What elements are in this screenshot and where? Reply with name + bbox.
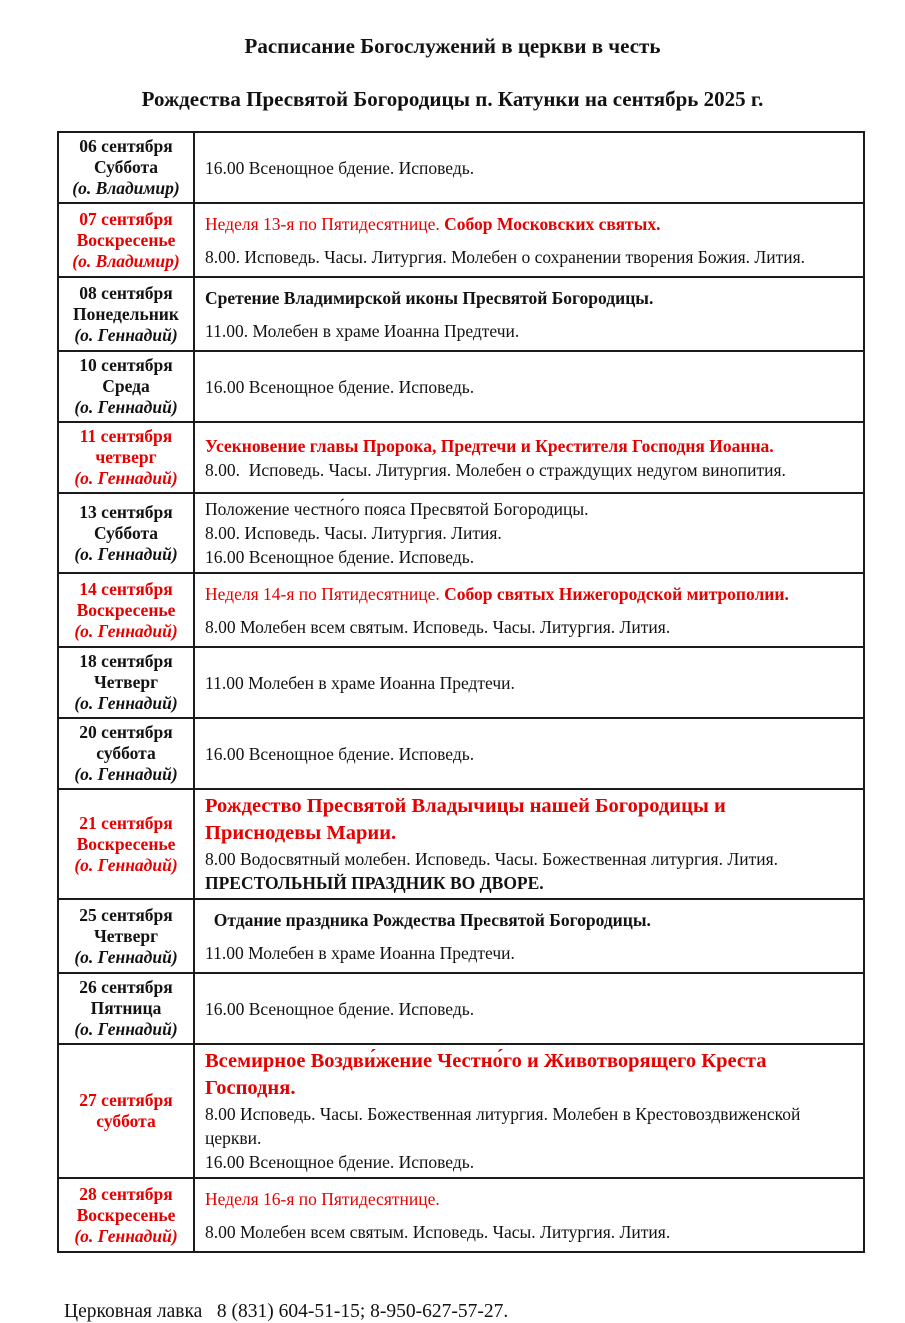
text-segment: 8.00. Исповедь. Часы. Литургия. Молебен о страждущих недугом винопития. [205, 459, 786, 480]
date-line: Четверг [93, 925, 159, 946]
table-row [58, 1044, 864, 1178]
text-segment: 16.00 Всенощное бдение. Исповедь. [205, 743, 475, 764]
date-line: 08 сентября [79, 282, 173, 303]
text-segment: Усекновение главы Пророка, Предтечи и Крестителя Господня Иоанна. [205, 435, 774, 456]
date-line: 10 сентября [79, 355, 173, 375]
content-cellbox [195, 650, 863, 716]
content-line [205, 820, 853, 847]
date-line: Воскресенье [76, 1204, 176, 1225]
content-cellbox [195, 900, 863, 972]
date-line: суббота [96, 743, 156, 763]
date-cell [58, 573, 194, 647]
content-cell [194, 973, 864, 1044]
date-cell [58, 493, 194, 573]
content-cellbox [195, 354, 863, 420]
content-cell [194, 899, 864, 973]
content-cell [194, 132, 864, 203]
table-row [58, 493, 864, 573]
date-line: 07 сентября [79, 208, 173, 229]
priest-name: (о. Владимир) [72, 250, 180, 271]
content-cellbox [195, 1045, 863, 1177]
content-line [205, 245, 853, 269]
priest-name: (о. Геннадий) [74, 693, 178, 713]
text-segment: 8.00 Исповедь. Часы. Божественная литургия. Молебен в Крестовоздвиженской [205, 1104, 801, 1124]
content-cellbox [195, 574, 863, 646]
content-line [205, 742, 853, 766]
content-cell [194, 789, 864, 899]
text-segment: Собор Московских святых. [444, 213, 661, 234]
content-cellbox [195, 278, 863, 350]
text-segment: Положение честно́го пояса Пресвятой Богородицы. [205, 499, 589, 519]
content-line [205, 871, 853, 895]
table-row [58, 718, 864, 789]
text-segment: Неделя 13-я по Пятидесятнице. [205, 213, 445, 234]
text-segment: Господня. [205, 1077, 296, 1099]
date-line: 20 сентября [79, 722, 173, 742]
date-cell [58, 277, 194, 351]
content-line [205, 1150, 853, 1174]
content-line [205, 156, 853, 180]
date-line: 11 сентября [79, 426, 173, 446]
date-cell [58, 899, 194, 973]
table-row [58, 1178, 864, 1252]
content-cellbox [195, 1179, 863, 1251]
date-cell [58, 422, 194, 493]
date-line: 13 сентября [79, 501, 173, 522]
priest-name: (о. Геннадий) [74, 324, 178, 345]
content-cell [194, 718, 864, 789]
date-line: 25 сентября [79, 904, 173, 925]
date-cell [58, 1178, 194, 1252]
date-cell [58, 351, 194, 422]
date-line: 27 сентября [79, 1090, 173, 1110]
table-row [58, 789, 864, 899]
date-cell [58, 718, 194, 789]
text-segment: Собор святых Нижегородской митрополии. [444, 583, 789, 604]
content-cellbox [195, 494, 863, 572]
footer-contact: Церковная лавка 8 (831) 604-51-15; 8-950-627-57-27. [64, 1301, 509, 1322]
content-line [205, 997, 853, 1021]
priest-name: (о. Владимир) [72, 178, 180, 198]
date-line: Воскресенье [76, 229, 176, 250]
content-line [205, 671, 853, 695]
text-segment: Неделя 16-я по Пятидесятнице. [205, 1188, 440, 1209]
text-segment: 16.00 Всенощное бдение. Исповедь. [205, 376, 475, 397]
date-line: Четверг [93, 672, 159, 692]
content-cellbox [195, 721, 863, 787]
text-segment: 16.00 Всенощное бдение. Исповедь. [205, 998, 475, 1019]
content-cell [194, 647, 864, 718]
content-cell [194, 203, 864, 277]
priest-name: (о. Геннадий) [74, 764, 178, 784]
date-line: 21 сентября [79, 812, 173, 833]
text-segment: Отдание праздника Рождества Пресвятой Богородицы. [205, 909, 651, 930]
content-line [205, 497, 853, 521]
content-line [205, 847, 853, 871]
priest-name: (о. Геннадий) [74, 946, 178, 967]
content-line [205, 521, 853, 545]
content-cell [194, 1178, 864, 1252]
table-row [58, 277, 864, 351]
content-line [205, 1187, 853, 1211]
text-segment: 16.00 Всенощное бдение. Исповедь. [205, 547, 475, 567]
text-segment: 11.00 Молебен в храме Иоанна Предтечи. [205, 672, 515, 693]
date-line: 28 сентября [79, 1183, 173, 1204]
text-segment: Рождество Пресвятой Владычицы нашей Богородицы и [205, 795, 726, 817]
content-line [205, 1075, 853, 1102]
content-cellbox [195, 790, 863, 898]
content-cellbox [195, 204, 863, 276]
content-line [205, 434, 853, 458]
priest-name: (о. Геннадий) [74, 1019, 178, 1039]
content-line [205, 1102, 853, 1126]
date-cell [58, 647, 194, 718]
date-cell [58, 789, 194, 899]
text-segment: 11.00 Молебен в храме Иоанна Предтечи. [205, 942, 515, 963]
date-line: четверг [95, 447, 157, 467]
content-cellbox [195, 976, 863, 1042]
content-line [205, 908, 853, 932]
text-segment: Приснодевы Марии. [205, 822, 397, 844]
priest-name: (о. Геннадий) [74, 854, 178, 875]
content-line [205, 941, 853, 965]
content-line [205, 1126, 853, 1150]
date-line: суббота [96, 1111, 156, 1131]
content-line [205, 545, 853, 569]
date-line: Среда [102, 376, 150, 396]
priest-name: (о. Геннадий) [74, 468, 178, 488]
text-segment: ПРЕСТОЛЬНЫЙ ПРАЗДНИК ВО ДВОРЕ. [205, 873, 544, 893]
text-segment: Всемирное Воздви́жение Честно́го и Животворящего Креста [205, 1050, 767, 1072]
content-line [205, 286, 853, 310]
date-line: Воскресенье [76, 833, 176, 854]
text-segment: 8.00. Исповедь. Часы. Литургия. Молебен о сохранении творения Божия. Лития. [205, 246, 806, 267]
table-row [58, 132, 864, 203]
date-line: 18 сентября [79, 651, 173, 671]
table-row [58, 899, 864, 973]
content-line [205, 319, 853, 343]
text-segment: 16.00 Всенощное бдение. Исповедь. [205, 1152, 475, 1172]
date-cell [58, 1044, 194, 1178]
date-cell [58, 973, 194, 1044]
content-line [205, 375, 853, 399]
content-line [205, 615, 853, 639]
date-cell [58, 132, 194, 203]
priest-name: (о. Геннадий) [74, 620, 178, 641]
date-line: Суббота [93, 522, 159, 543]
date-line: 06 сентября [79, 136, 173, 156]
table-row [58, 573, 864, 647]
table-row [58, 351, 864, 422]
content-cellbox [195, 430, 863, 486]
text-segment: 8.00 Молебен всем святым. Исповедь. Часы. Литургия. Лития. [205, 616, 671, 637]
text-segment: 8.00 Водосвятный молебен. Исповедь. Часы. Божественная литургия. Лития. [205, 849, 779, 869]
content-cell [194, 351, 864, 422]
date-line: Воскресенье [76, 599, 176, 620]
content-cell [194, 1044, 864, 1178]
page-title-line-2: Рождества Пресвятой Богородицы п. Катунки на сентябрь 2025 г. [141, 87, 764, 111]
content-line [205, 458, 853, 482]
date-line: 26 сентября [79, 977, 173, 997]
priest-name: (о. Геннадий) [74, 397, 178, 417]
table-row [58, 973, 864, 1044]
content-cell [194, 422, 864, 493]
date-line: 14 сентября [79, 578, 173, 599]
text-segment: 16.00 Всенощное бдение. Исповедь. [205, 157, 475, 178]
table-row [58, 203, 864, 277]
content-cell [194, 493, 864, 573]
text-segment: 8.00. Исповедь. Часы. Литургия. Лития. [205, 523, 502, 543]
date-cell [58, 203, 194, 277]
date-line: Суббота [93, 157, 159, 177]
date-line: Пятница [90, 998, 162, 1018]
schedule-table [57, 131, 865, 1253]
content-cell [194, 277, 864, 351]
text-segment: Сретение Владимирской иконы Пресвятой Богородицы. [205, 287, 654, 308]
table-row [58, 647, 864, 718]
text-segment: Неделя 14-я по Пятидесятнице. [205, 583, 445, 604]
table-row [58, 422, 864, 493]
text-segment: 11.00. Молебен в храме Иоанна Предтечи. [205, 320, 520, 341]
text-segment: 8.00 Молебен всем святым. Исповедь. Часы. Литургия. Лития. [205, 1221, 671, 1242]
content-line [205, 793, 853, 820]
priest-name: (о. Геннадий) [74, 543, 178, 564]
page-title-line-1: Расписание Богослужений в церкви в честь [244, 34, 661, 58]
content-line [205, 582, 853, 606]
content-cell [194, 573, 864, 647]
date-line: Понедельник [73, 303, 179, 324]
content-line [205, 1048, 853, 1075]
content-cellbox [195, 135, 863, 201]
content-line [205, 212, 853, 236]
content-line [205, 1220, 853, 1244]
priest-name: (о. Геннадий) [74, 1225, 178, 1246]
text-segment: церкви. [205, 1128, 262, 1148]
